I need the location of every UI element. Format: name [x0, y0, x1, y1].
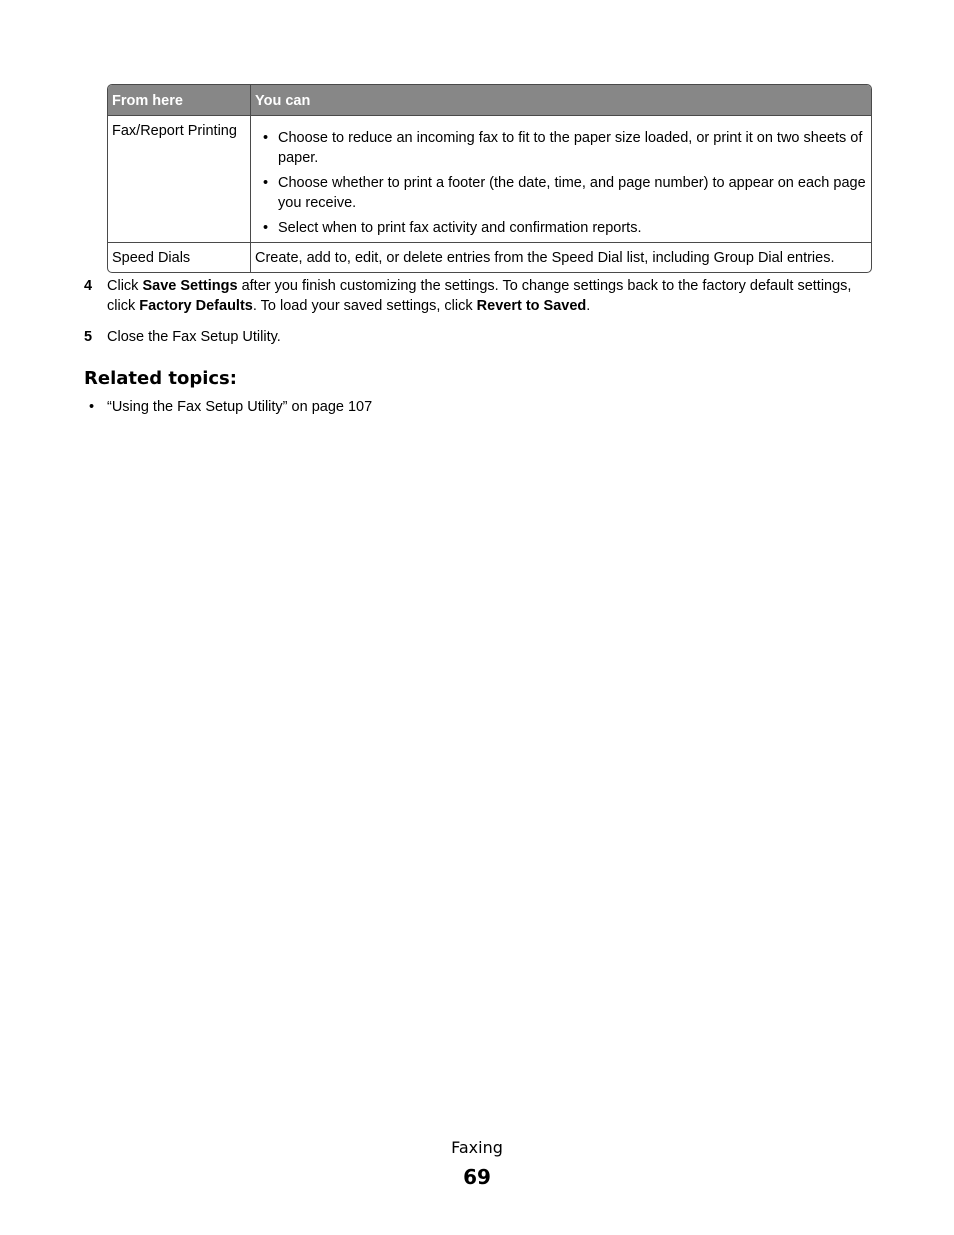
- step-text-part: . To load your saved settings, click: [252, 298, 477, 314]
- revert-to-saved-label: Revert to Saved: [476, 298, 587, 314]
- page-number: 69: [463, 1165, 491, 1189]
- list-item-text: Choose to reduce an incoming fax to fit to the paper size loaded, or print it on two sheets of paper.: [278, 130, 863, 166]
- bullet-icon: •: [263, 175, 269, 191]
- header-you-can: You can: [255, 93, 311, 109]
- row-label-fax-report-printing: Fax/Report Printing: [108, 116, 251, 242]
- step-text-part: .: [586, 298, 591, 314]
- save-settings-label: Save Settings: [142, 278, 238, 294]
- step-text: Close the Fax Setup Utility.: [107, 329, 281, 345]
- list-item: [255, 173, 867, 213]
- bullet-list: [255, 121, 867, 238]
- related-topics-heading: Related topics:: [84, 368, 237, 389]
- bullet-icon: •: [89, 399, 95, 415]
- table-row: [108, 242, 871, 272]
- step-text-part: Click: [107, 278, 143, 294]
- row-label-speed-dials: Speed Dials: [108, 243, 251, 272]
- table-header-row: [108, 85, 871, 115]
- list-item: [255, 218, 867, 238]
- header-from-here: From here: [108, 85, 251, 115]
- step-text-part: after you finish customizing the settings. To change settings back to the factory default settings, click: [107, 278, 852, 314]
- step-4: [84, 276, 864, 316]
- related-topics-list: [84, 397, 372, 417]
- factory-defaults-label: Factory Defaults: [139, 298, 253, 314]
- step-number: 4: [84, 278, 93, 294]
- list-item: [255, 128, 867, 168]
- settings-table: [107, 84, 872, 273]
- related-topic-text[interactable]: “Using the Fax Setup Utility” on page 107: [107, 399, 373, 415]
- steps-list: [84, 276, 864, 358]
- related-topic-link[interactable]: [84, 397, 372, 417]
- step-text: [107, 276, 864, 316]
- bullet-icon: •: [263, 130, 269, 146]
- list-item-text: Select when to print fax activity and confirmation reports.: [278, 220, 642, 236]
- step-number: 5: [84, 329, 93, 345]
- footer-section-title: Faxing: [451, 1138, 503, 1157]
- step-5: [84, 327, 864, 347]
- table-row: [108, 115, 871, 242]
- row-content-speed-dials: Create, add to, edit, or delete entries from the Speed Dial list, including Group Dial entries.: [255, 250, 835, 266]
- row-content-fax-report-printing: [251, 116, 871, 242]
- bullet-icon: •: [263, 220, 269, 236]
- list-item-text: Choose whether to print a footer (the date, time, and page number) to appear on each page you receive.: [278, 175, 866, 211]
